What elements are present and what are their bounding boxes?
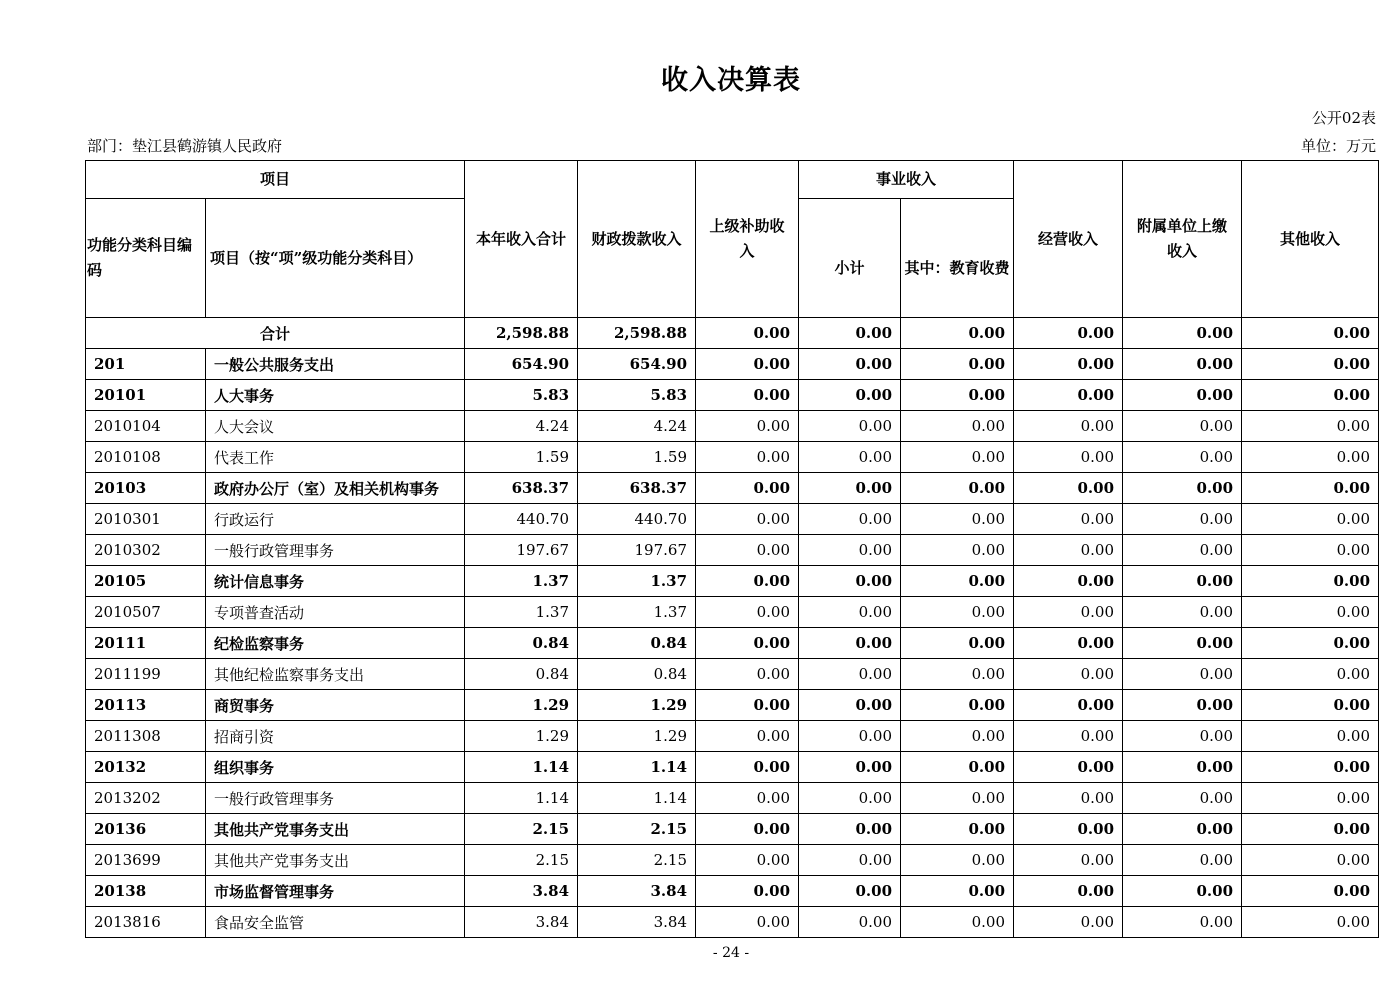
row-total: 1.14 bbox=[465, 752, 578, 783]
row-affiliated: 0.00 bbox=[1123, 504, 1242, 535]
row-name: 食品安全监管 bbox=[206, 907, 465, 938]
row-name: 市场监督管理事务 bbox=[206, 876, 465, 907]
row-subtotal: 0.00 bbox=[799, 845, 901, 876]
row-total: 638.37 bbox=[465, 473, 578, 504]
row-total: 654.90 bbox=[465, 349, 578, 380]
row-fiscal: 5.83 bbox=[578, 380, 696, 411]
row-code: 20138 bbox=[86, 876, 206, 907]
row-operating: 0.00 bbox=[1014, 721, 1123, 752]
row-name: 招商引资 bbox=[206, 721, 465, 752]
row-total: 4.24 bbox=[465, 411, 578, 442]
row-affiliated: 0.00 bbox=[1123, 628, 1242, 659]
table-row bbox=[86, 814, 1379, 845]
table-row bbox=[86, 721, 1379, 752]
row-affiliated: 0.00 bbox=[1123, 752, 1242, 783]
row-subtotal: 0.00 bbox=[799, 473, 901, 504]
row-superior: 0.00 bbox=[696, 566, 799, 597]
row-code: 20132 bbox=[86, 752, 206, 783]
row-superior: 0.00 bbox=[696, 783, 799, 814]
table-row bbox=[86, 876, 1379, 907]
row-subtotal: 0.00 bbox=[799, 876, 901, 907]
row-superior: 0.00 bbox=[696, 473, 799, 504]
row-affiliated: 0.00 bbox=[1123, 597, 1242, 628]
row-code: 20111 bbox=[86, 628, 206, 659]
total-operating: 0.00 bbox=[1014, 318, 1123, 349]
row-code: 2010108 bbox=[86, 442, 206, 473]
row-superior: 0.00 bbox=[696, 535, 799, 566]
row-fiscal: 638.37 bbox=[578, 473, 696, 504]
row-affiliated: 0.00 bbox=[1123, 783, 1242, 814]
row-name: 统计信息事务 bbox=[206, 566, 465, 597]
row-other: 0.00 bbox=[1242, 442, 1379, 473]
row-name: 代表工作 bbox=[206, 442, 465, 473]
row-fiscal: 1.37 bbox=[578, 597, 696, 628]
table-row bbox=[86, 473, 1379, 504]
row-affiliated: 0.00 bbox=[1123, 535, 1242, 566]
row-operating: 0.00 bbox=[1014, 907, 1123, 938]
row-other: 0.00 bbox=[1242, 659, 1379, 690]
row-code: 2013202 bbox=[86, 783, 206, 814]
header-operating: 经营收入 bbox=[1014, 161, 1123, 318]
table-row bbox=[86, 411, 1379, 442]
row-education: 0.00 bbox=[901, 907, 1014, 938]
row-education: 0.00 bbox=[901, 566, 1014, 597]
row-superior: 0.00 bbox=[696, 659, 799, 690]
row-superior: 0.00 bbox=[696, 504, 799, 535]
row-other: 0.00 bbox=[1242, 845, 1379, 876]
header-code: 功能分类科目编码 bbox=[86, 199, 206, 318]
row-total: 1.37 bbox=[465, 597, 578, 628]
row-code: 20103 bbox=[86, 473, 206, 504]
row-operating: 0.00 bbox=[1014, 535, 1123, 566]
row-total: 1.29 bbox=[465, 721, 578, 752]
row-affiliated: 0.00 bbox=[1123, 876, 1242, 907]
total-total: 2,598.88 bbox=[465, 318, 578, 349]
row-other: 0.00 bbox=[1242, 690, 1379, 721]
row-superior: 0.00 bbox=[696, 411, 799, 442]
row-subtotal: 0.00 bbox=[799, 659, 901, 690]
row-code: 2011308 bbox=[86, 721, 206, 752]
row-superior: 0.00 bbox=[696, 349, 799, 380]
row-operating: 0.00 bbox=[1014, 628, 1123, 659]
row-superior: 0.00 bbox=[696, 628, 799, 659]
row-education: 0.00 bbox=[901, 380, 1014, 411]
row-code: 20101 bbox=[86, 380, 206, 411]
row-superior: 0.00 bbox=[696, 690, 799, 721]
unit-label: 单位：万元 bbox=[1300, 137, 1376, 155]
row-name: 专项普查活动 bbox=[206, 597, 465, 628]
row-subtotal: 0.00 bbox=[799, 442, 901, 473]
header-subtotal: 小计 bbox=[799, 199, 901, 318]
income-table bbox=[85, 160, 1379, 938]
row-operating: 0.00 bbox=[1014, 349, 1123, 380]
row-code: 20136 bbox=[86, 814, 206, 845]
row-other: 0.00 bbox=[1242, 504, 1379, 535]
total-fiscal: 2,598.88 bbox=[578, 318, 696, 349]
table-row bbox=[86, 845, 1379, 876]
row-code: 2010104 bbox=[86, 411, 206, 442]
row-fiscal: 1.14 bbox=[578, 783, 696, 814]
row-total: 197.67 bbox=[465, 535, 578, 566]
row-name: 一般公共服务支出 bbox=[206, 349, 465, 380]
row-name: 其他纪检监察事务支出 bbox=[206, 659, 465, 690]
row-education: 0.00 bbox=[901, 721, 1014, 752]
total-subtotal: 0.00 bbox=[799, 318, 901, 349]
row-superior: 0.00 bbox=[696, 597, 799, 628]
row-education: 0.00 bbox=[901, 597, 1014, 628]
row-fiscal: 197.67 bbox=[578, 535, 696, 566]
row-name: 商贸事务 bbox=[206, 690, 465, 721]
row-total: 2.15 bbox=[465, 814, 578, 845]
row-total: 3.84 bbox=[465, 907, 578, 938]
row-affiliated: 0.00 bbox=[1123, 380, 1242, 411]
row-fiscal: 1.14 bbox=[578, 752, 696, 783]
row-affiliated: 0.00 bbox=[1123, 721, 1242, 752]
form-number: 公开02表 bbox=[1311, 109, 1376, 127]
department-label: 部门：垫江县鹤游镇人民政府 bbox=[87, 137, 283, 155]
row-fiscal: 1.29 bbox=[578, 721, 696, 752]
header-total: 本年收入合计 bbox=[465, 161, 578, 318]
row-fiscal: 2.15 bbox=[578, 814, 696, 845]
row-total: 3.84 bbox=[465, 876, 578, 907]
row-affiliated: 0.00 bbox=[1123, 659, 1242, 690]
row-name: 一般行政管理事务 bbox=[206, 783, 465, 814]
row-superior: 0.00 bbox=[696, 752, 799, 783]
row-superior: 0.00 bbox=[696, 721, 799, 752]
row-total: 2.15 bbox=[465, 845, 578, 876]
row-superior: 0.00 bbox=[696, 876, 799, 907]
row-superior: 0.00 bbox=[696, 814, 799, 845]
row-other: 0.00 bbox=[1242, 907, 1379, 938]
row-education: 0.00 bbox=[901, 783, 1014, 814]
row-subtotal: 0.00 bbox=[799, 721, 901, 752]
row-name: 其他共产党事务支出 bbox=[206, 845, 465, 876]
row-education: 0.00 bbox=[901, 876, 1014, 907]
row-education: 0.00 bbox=[901, 845, 1014, 876]
row-total: 1.59 bbox=[465, 442, 578, 473]
row-subtotal: 0.00 bbox=[799, 535, 901, 566]
row-education: 0.00 bbox=[901, 442, 1014, 473]
row-education: 0.00 bbox=[901, 628, 1014, 659]
row-code: 2011199 bbox=[86, 659, 206, 690]
row-other: 0.00 bbox=[1242, 814, 1379, 845]
row-subtotal: 0.00 bbox=[799, 411, 901, 442]
header-affiliated: 附属单位上缴收入 bbox=[1123, 161, 1242, 318]
row-total: 0.84 bbox=[465, 659, 578, 690]
row-education: 0.00 bbox=[901, 814, 1014, 845]
row-total: 1.14 bbox=[465, 783, 578, 814]
header-business-group: 事业收入 bbox=[799, 161, 1014, 199]
row-superior: 0.00 bbox=[696, 845, 799, 876]
header-name: 项目（按“项”级功能分类科目） bbox=[206, 199, 465, 318]
row-affiliated: 0.00 bbox=[1123, 349, 1242, 380]
row-affiliated: 0.00 bbox=[1123, 566, 1242, 597]
row-operating: 0.00 bbox=[1014, 442, 1123, 473]
row-operating: 0.00 bbox=[1014, 814, 1123, 845]
table-row bbox=[86, 659, 1379, 690]
row-name: 人大会议 bbox=[206, 411, 465, 442]
row-operating: 0.00 bbox=[1014, 597, 1123, 628]
row-affiliated: 0.00 bbox=[1123, 845, 1242, 876]
row-fiscal: 0.84 bbox=[578, 659, 696, 690]
total-education: 0.00 bbox=[901, 318, 1014, 349]
row-affiliated: 0.00 bbox=[1123, 411, 1242, 442]
row-education: 0.00 bbox=[901, 504, 1014, 535]
header-superior: 上级补助收入 bbox=[696, 161, 799, 318]
row-affiliated: 0.00 bbox=[1123, 690, 1242, 721]
row-code: 20113 bbox=[86, 690, 206, 721]
row-other: 0.00 bbox=[1242, 628, 1379, 659]
row-other: 0.00 bbox=[1242, 411, 1379, 442]
row-fiscal: 0.84 bbox=[578, 628, 696, 659]
table-row bbox=[86, 752, 1379, 783]
row-name: 其他共产党事务支出 bbox=[206, 814, 465, 845]
row-operating: 0.00 bbox=[1014, 473, 1123, 504]
row-affiliated: 0.00 bbox=[1123, 814, 1242, 845]
row-name: 一般行政管理事务 bbox=[206, 535, 465, 566]
row-subtotal: 0.00 bbox=[799, 597, 901, 628]
row-other: 0.00 bbox=[1242, 752, 1379, 783]
row-other: 0.00 bbox=[1242, 380, 1379, 411]
table-row bbox=[86, 535, 1379, 566]
row-name: 行政运行 bbox=[206, 504, 465, 535]
row-name: 组织事务 bbox=[206, 752, 465, 783]
row-subtotal: 0.00 bbox=[799, 504, 901, 535]
row-name: 人大事务 bbox=[206, 380, 465, 411]
row-subtotal: 0.00 bbox=[799, 380, 901, 411]
row-subtotal: 0.00 bbox=[799, 752, 901, 783]
table-row bbox=[86, 380, 1379, 411]
row-fiscal: 2.15 bbox=[578, 845, 696, 876]
row-operating: 0.00 bbox=[1014, 752, 1123, 783]
row-total: 1.37 bbox=[465, 566, 578, 597]
row-other: 0.00 bbox=[1242, 349, 1379, 380]
row-superior: 0.00 bbox=[696, 380, 799, 411]
row-operating: 0.00 bbox=[1014, 876, 1123, 907]
row-education: 0.00 bbox=[901, 690, 1014, 721]
header-item-group: 项目 bbox=[86, 161, 465, 199]
row-fiscal: 1.59 bbox=[578, 442, 696, 473]
row-other: 0.00 bbox=[1242, 535, 1379, 566]
row-subtotal: 0.00 bbox=[799, 814, 901, 845]
total-superior: 0.00 bbox=[696, 318, 799, 349]
row-subtotal: 0.00 bbox=[799, 349, 901, 380]
row-total: 440.70 bbox=[465, 504, 578, 535]
table-row bbox=[86, 690, 1379, 721]
row-operating: 0.00 bbox=[1014, 566, 1123, 597]
row-code: 2010507 bbox=[86, 597, 206, 628]
row-code: 2010301 bbox=[86, 504, 206, 535]
row-total: 0.84 bbox=[465, 628, 578, 659]
row-affiliated: 0.00 bbox=[1123, 442, 1242, 473]
row-other: 0.00 bbox=[1242, 783, 1379, 814]
row-affiliated: 0.00 bbox=[1123, 473, 1242, 504]
row-fiscal: 3.84 bbox=[578, 907, 696, 938]
row-subtotal: 0.00 bbox=[799, 783, 901, 814]
row-fiscal: 1.37 bbox=[578, 566, 696, 597]
page-number: - 24 - bbox=[712, 945, 750, 961]
total-affiliated: 0.00 bbox=[1123, 318, 1242, 349]
table-row bbox=[86, 783, 1379, 814]
row-fiscal: 4.24 bbox=[578, 411, 696, 442]
header-other: 其他收入 bbox=[1242, 161, 1379, 318]
table-row bbox=[86, 442, 1379, 473]
row-other: 0.00 bbox=[1242, 473, 1379, 504]
row-other: 0.00 bbox=[1242, 721, 1379, 752]
row-code: 2013699 bbox=[86, 845, 206, 876]
row-education: 0.00 bbox=[901, 659, 1014, 690]
header-fiscal: 财政拨款收入 bbox=[578, 161, 696, 318]
header-education: 其中：教育收费 bbox=[901, 199, 1014, 318]
row-subtotal: 0.00 bbox=[799, 907, 901, 938]
row-education: 0.00 bbox=[901, 349, 1014, 380]
row-operating: 0.00 bbox=[1014, 504, 1123, 535]
row-operating: 0.00 bbox=[1014, 380, 1123, 411]
row-affiliated: 0.00 bbox=[1123, 907, 1242, 938]
row-fiscal: 440.70 bbox=[578, 504, 696, 535]
row-subtotal: 0.00 bbox=[799, 628, 901, 659]
row-other: 0.00 bbox=[1242, 566, 1379, 597]
row-other: 0.00 bbox=[1242, 597, 1379, 628]
row-operating: 0.00 bbox=[1014, 845, 1123, 876]
page-title: 收入决算表 bbox=[661, 65, 801, 96]
table-row bbox=[86, 504, 1379, 535]
table-row bbox=[86, 566, 1379, 597]
row-name: 政府办公厅（室）及相关机构事务 bbox=[206, 473, 465, 504]
row-operating: 0.00 bbox=[1014, 659, 1123, 690]
row-name: 纪检监察事务 bbox=[206, 628, 465, 659]
row-subtotal: 0.00 bbox=[799, 690, 901, 721]
row-superior: 0.00 bbox=[696, 442, 799, 473]
row-operating: 0.00 bbox=[1014, 411, 1123, 442]
table-row bbox=[86, 349, 1379, 380]
row-education: 0.00 bbox=[901, 752, 1014, 783]
table-row bbox=[86, 597, 1379, 628]
row-total: 5.83 bbox=[465, 380, 578, 411]
table-row bbox=[86, 907, 1379, 938]
row-fiscal: 654.90 bbox=[578, 349, 696, 380]
row-code: 201 bbox=[86, 349, 206, 380]
row-superior: 0.00 bbox=[696, 907, 799, 938]
total-other: 0.00 bbox=[1242, 318, 1379, 349]
row-education: 0.00 bbox=[901, 473, 1014, 504]
row-total: 1.29 bbox=[465, 690, 578, 721]
row-code: 20105 bbox=[86, 566, 206, 597]
row-operating: 0.00 bbox=[1014, 783, 1123, 814]
row-education: 0.00 bbox=[901, 535, 1014, 566]
row-code: 2013816 bbox=[86, 907, 206, 938]
total-row bbox=[86, 318, 1379, 349]
row-education: 0.00 bbox=[901, 411, 1014, 442]
row-code: 2010302 bbox=[86, 535, 206, 566]
row-subtotal: 0.00 bbox=[799, 566, 901, 597]
row-other: 0.00 bbox=[1242, 876, 1379, 907]
total-label: 合计 bbox=[86, 318, 465, 349]
row-fiscal: 1.29 bbox=[578, 690, 696, 721]
table-row bbox=[86, 628, 1379, 659]
row-operating: 0.00 bbox=[1014, 690, 1123, 721]
row-fiscal: 3.84 bbox=[578, 876, 696, 907]
